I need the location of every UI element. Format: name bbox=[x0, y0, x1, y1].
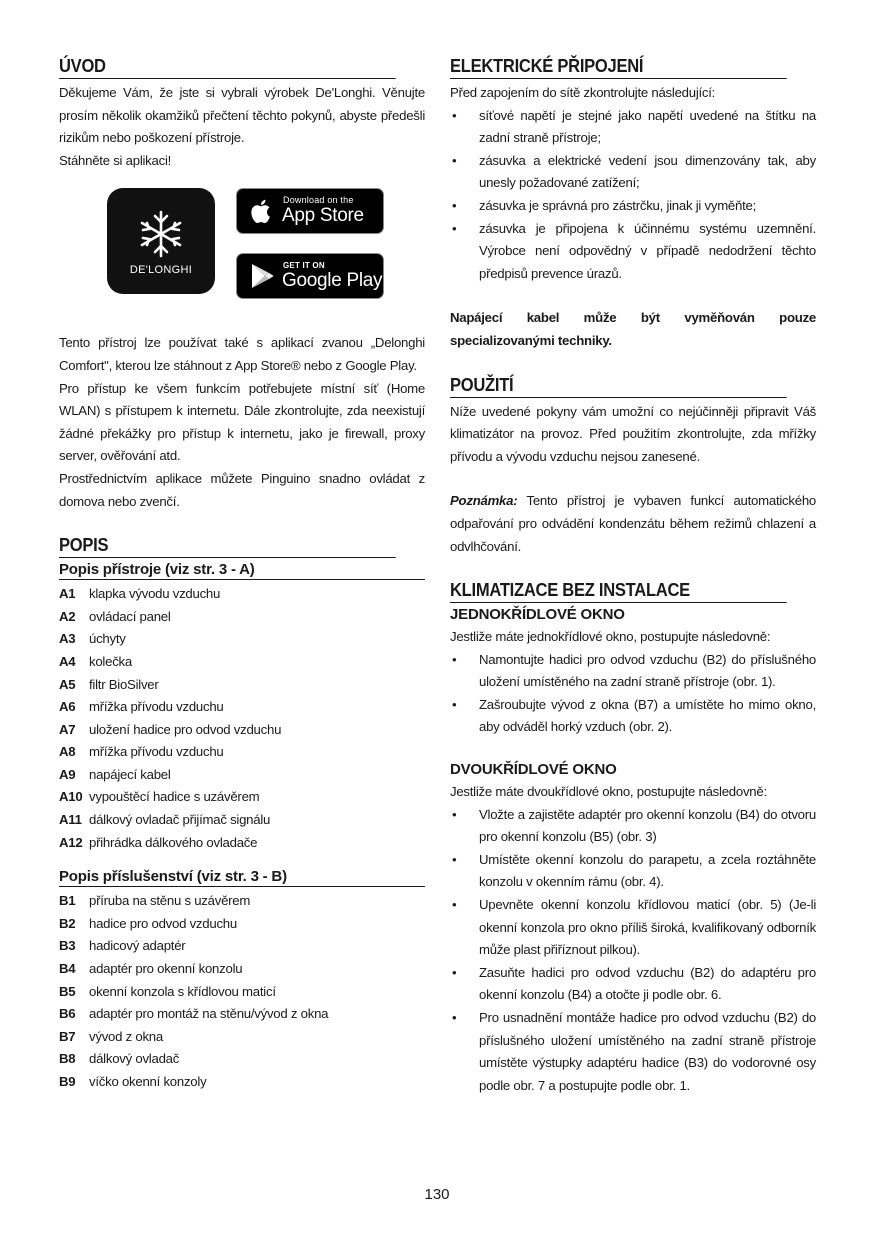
item-text: úchyty bbox=[89, 631, 126, 647]
item-text: mřížka přívodu vzduchu bbox=[89, 744, 224, 760]
google-play-small-text: GET IT ON bbox=[283, 261, 325, 271]
list-item bbox=[59, 628, 425, 651]
list-item bbox=[59, 1026, 425, 1049]
bullet-item: • Namontujte hadici pro odvod vzduchu (B2) do příslušného uložení umístěného na zadní straně přístroje (obr. 1). bbox=[450, 649, 816, 694]
item-code: B7 bbox=[59, 1028, 76, 1044]
single-window-bullet-list bbox=[450, 649, 816, 739]
google-play-badge[interactable] bbox=[236, 253, 384, 299]
item-code: A12 bbox=[59, 834, 83, 850]
bullet-item: • zásuvka je připojena k účinnému systému uzemnění. Výrobce není odpovědný v případě nedodržení těchto předpisů prevence úrazů. bbox=[450, 218, 816, 286]
pouziti-note bbox=[450, 490, 816, 558]
item-text: víčko okenní konzoly bbox=[89, 1074, 207, 1089]
item-code: B8 bbox=[59, 1051, 76, 1067]
item-text: přihrádka dálkového ovladače bbox=[89, 834, 258, 850]
item-text: filtr BioSilver bbox=[89, 676, 159, 692]
bullet-item: • síťové napětí je stejné jako napětí uvedené na štítku na zadní straně přístroje; bbox=[450, 105, 816, 150]
note-label: Poznámka: bbox=[450, 493, 518, 509]
list-item bbox=[59, 719, 425, 742]
bullet-item: • Zasuňte hadici pro odvod vzduchu (B2) do adaptéru pro okenní konzolu (B4) a otočte ji podle obr. 6. bbox=[450, 962, 816, 1007]
uvod-paragraph-1: Děkujeme Vám, že jste si vybrali výrobek De'Longhi. Věnujte prosím několik okamžiků přečtení těchto pokynů, abyste předešli rizikům nebo poškození přístroje. bbox=[59, 85, 425, 146]
elektricke-bullet-list bbox=[450, 105, 816, 286]
list-item bbox=[59, 764, 425, 787]
section-title-klimatizace: KLIMATIZACE BEZ INSTALACE bbox=[450, 580, 787, 603]
uvod-paragraph-4: Pro přístup ke všem funkcím potřebujete místní síť (Home WLAN) s přístupem k internetu. Dále zkontrolujte, zda neexistují žádné překážky pro přístup k internetu, jako je firewall, proxy server, ověřování atd. bbox=[59, 380, 425, 464]
item-code: A5 bbox=[59, 676, 76, 692]
bullet-item: • Umístěte okenní konzolu do parapetu, a zcela roztáhněte konzolu v okenním rámu (obr. 4). bbox=[450, 849, 816, 894]
item-text: kolečka bbox=[89, 653, 132, 669]
item-text: dálkový ovladač přijímač signálu bbox=[89, 812, 271, 828]
item-code: B2 bbox=[59, 915, 76, 931]
item-text: mřížka přívodu vzduchu bbox=[89, 699, 224, 715]
uvod-paragraph-3: Tento přístroj lze používat také s aplikací zvanou „Delonghi Comfort", kterou lze stáhnout z App Store® nebo z Google Play. bbox=[59, 335, 425, 373]
uvod-paragraph-2: Stáhněte si aplikaci! bbox=[59, 152, 172, 168]
google-play-icon bbox=[249, 262, 275, 290]
item-code: B6 bbox=[59, 1006, 76, 1022]
item-text: klapka vývodu vzduchu bbox=[89, 586, 221, 602]
list-item bbox=[59, 651, 425, 674]
item-text: napájecí kabel bbox=[89, 766, 171, 782]
apple-icon bbox=[249, 197, 275, 225]
item-code: A10 bbox=[59, 789, 83, 805]
bullet-item: • Upevněte okenní konzolu křídlovou maticí (obr. 5) (Je-li okenní konzola pro okno příliš široká, kvalifikovaný odborník může plast přiříznout pilkou). bbox=[450, 894, 816, 962]
list-item bbox=[59, 935, 425, 958]
list-item bbox=[59, 1071, 425, 1094]
page-number: 130 bbox=[424, 1186, 450, 1203]
item-text: hadicový adaptér bbox=[89, 938, 186, 954]
left-column bbox=[59, 56, 425, 1094]
section-title-uvod: ÚVOD bbox=[59, 56, 396, 79]
list-item bbox=[59, 674, 425, 697]
item-text: okenní konzola s křídlovou maticí bbox=[89, 983, 276, 999]
item-text: hadice pro odvod vzduchu bbox=[89, 915, 237, 931]
item-text: dálkový ovladač bbox=[89, 1051, 180, 1067]
list-item bbox=[59, 606, 425, 629]
item-text: ovládací panel bbox=[89, 608, 171, 624]
subsection-title-single-window: JEDNOKŘÍDLOVÉ OKNO bbox=[450, 606, 625, 624]
elektricke-warning: Napájecí kabel může být vyměňován pouze specializovanými techniky. bbox=[450, 310, 816, 348]
elektricke-intro: Před zapojením do sítě zkontrolujte následující: bbox=[450, 85, 716, 100]
uvod-paragraph-5: Prostřednictvím aplikace můžete Pinguino snadno ovládat z domova nebo zvenčí. bbox=[59, 470, 425, 509]
pouziti-paragraph: Níže uvedené pokyny vám umožní co nejúčinněji připravit Váš klimatizátor na provoz. Před použitím zkontrolujte, zda mřížky přívodu a vývodu vzduchu nejsou zanesené. bbox=[450, 403, 816, 464]
right-column bbox=[450, 56, 816, 1097]
list-item bbox=[59, 741, 425, 764]
list-item bbox=[59, 958, 425, 981]
subsection-title-accessories: Popis příslušenství (viz str. 3 - B) bbox=[59, 868, 425, 887]
list-item bbox=[59, 786, 425, 809]
list-item bbox=[59, 981, 425, 1004]
delonghi-app-icon[interactable] bbox=[107, 188, 215, 294]
section-title-popis: POPIS bbox=[59, 535, 396, 558]
item-code: B5 bbox=[59, 983, 76, 999]
item-code: B3 bbox=[59, 938, 76, 954]
bullet-item: • Vložte a zajistěte adaptér pro okenní konzolu (B4) do otvoru pro okenní konzolu (B5) (obr. 3) bbox=[450, 804, 816, 849]
item-text: vypouštěcí hadice s uzávěrem bbox=[89, 789, 260, 805]
list-item bbox=[59, 1003, 425, 1026]
snowflake-icon bbox=[135, 208, 187, 260]
double-window-bullet-list bbox=[450, 804, 816, 1098]
bullet-item: • Zašroubujte vývod z okna (B7) a umístěte ho mimo okno, aby odváděl horký vzduch (obr. 2). bbox=[450, 694, 816, 739]
item-code: A4 bbox=[59, 653, 76, 669]
list-item bbox=[59, 890, 425, 913]
item-code: B9 bbox=[59, 1074, 76, 1089]
subsection-title-double-window: DVOUKŘÍDLOVÉ OKNO bbox=[450, 761, 617, 779]
double-window-intro: Jestliže máte dvoukřídlové okno, postupujte následovně: bbox=[450, 784, 767, 800]
single-window-intro: Jestliže máte jednokřídlové okno, postupujte následovně: bbox=[450, 629, 771, 645]
section-title-pouziti: POUŽITÍ bbox=[450, 375, 787, 398]
app-brand-label: DE'LONGHI bbox=[129, 264, 193, 277]
item-code: A6 bbox=[59, 699, 76, 715]
item-code: A7 bbox=[59, 721, 76, 737]
device-parts-list bbox=[59, 583, 425, 854]
note-text: Tento přístroj je vybaven funkcí automatického odpařování pro odvádění kondenzátu během režimů chlazení a odvlhčování. bbox=[450, 493, 816, 554]
app-store-small-text: Download on the bbox=[283, 195, 354, 206]
item-code: A1 bbox=[59, 586, 76, 602]
subsection-title-device: Popis přístroje (viz str. 3 - A) bbox=[59, 561, 425, 580]
item-code: B4 bbox=[59, 961, 76, 977]
item-text: adaptér pro montáž na stěnu/vývod z okna bbox=[89, 1006, 329, 1022]
item-code: A11 bbox=[59, 812, 82, 828]
list-item bbox=[59, 583, 425, 606]
item-code: A8 bbox=[59, 744, 76, 760]
item-code: B1 bbox=[59, 893, 76, 909]
list-item bbox=[59, 832, 425, 855]
list-item bbox=[59, 696, 425, 719]
item-code: A2 bbox=[59, 608, 76, 624]
item-code: A9 bbox=[59, 766, 76, 782]
item-text: uložení hadice pro odvod vzduchu bbox=[89, 721, 282, 737]
item-text: vývod z okna bbox=[89, 1028, 163, 1044]
app-download-area bbox=[59, 178, 425, 328]
item-text: příruba na stěnu s uzávěrem bbox=[89, 893, 251, 909]
google-play-big-text: Google Play bbox=[282, 270, 383, 292]
item-text: adaptér pro okenní konzolu bbox=[89, 961, 243, 977]
accessories-list bbox=[59, 890, 425, 1093]
list-item bbox=[59, 913, 425, 936]
section-title-elektricke: ELEKTRICKÉ PŘIPOJENÍ bbox=[450, 56, 787, 79]
list-item bbox=[59, 809, 425, 832]
app-store-badge[interactable] bbox=[236, 188, 384, 234]
app-store-big-text: App Store bbox=[282, 205, 364, 227]
bullet-item: • zásuvka a elektrické vedení jsou dimenzovány tak, aby unesly požadované zatížení; bbox=[450, 150, 816, 195]
bullet-item: • zásuvka je správná pro zástrčku, jinak ji vyměňte; bbox=[450, 195, 816, 218]
list-item bbox=[59, 1048, 425, 1071]
item-code: A3 bbox=[59, 631, 76, 647]
bullet-item: • Pro usnadnění montáže hadice pro odvod vzduchu (B2) do příslušného uložení umístěného na zadní straně přístroje umístěte výstupky adaptéru hadice (B3) do vodorovné osy podle obr. 7 a postupujte podle obr. 1. bbox=[450, 1007, 816, 1097]
